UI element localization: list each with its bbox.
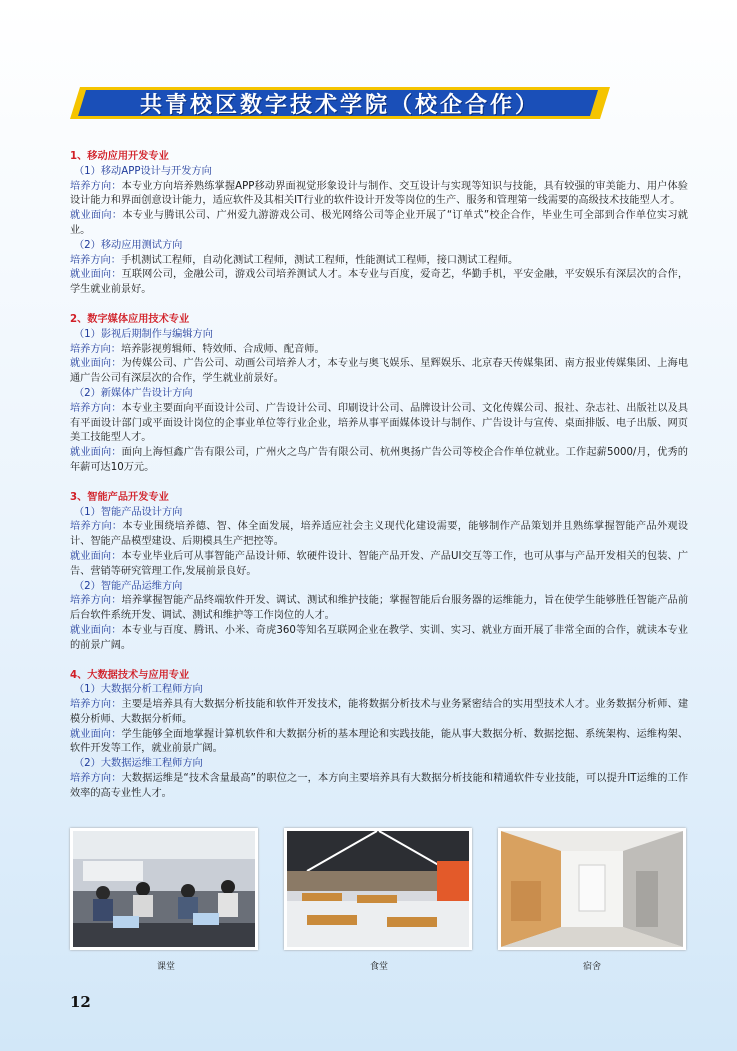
- page-number: 12: [70, 993, 91, 1011]
- para-text: 本专业主要面向平面设计公司、广告设计公司、印刷设计公司、品牌设计公司、文化传媒公司、报社、杂志社、出版社以及具有平面设计部门或平面设计岗位的企事业单位等行业企业，培养从事平面媒体设计与制作、广告设计与宣传、桌面排版、电子出版、网页美工技能型人才。: [70, 402, 689, 444]
- section-big-data: [70, 669, 688, 802]
- section-title: 2、数字媒体应用技术专业: [70, 313, 190, 325]
- sub-title: （1）移动APP设计与开发方向: [74, 165, 212, 177]
- para-text: 互联网公司，金融公司，游戏公司培养测试人才。本专业与百度，爱奇艺，华勤手机，平安金融，平安娱乐有深层次的合作，学生就业前景好。: [70, 269, 689, 296]
- dormitory-photo: [498, 828, 686, 950]
- section-mobile-app: [70, 150, 688, 298]
- section-title: 4、大数据技术与应用专业: [70, 669, 190, 681]
- para-label: 培养方向：: [70, 343, 121, 355]
- para-text: 培养掌握智能产品终端软件开发、调试、测试和维护技能；掌握智能后台服务器的运维能力，旨在使学生能够胜任智能产品前后台软件系统开发、调试、测试和维护等工作岗位的人才。: [70, 595, 689, 622]
- canteen-photo: [284, 828, 472, 950]
- sub-title: （1）影视后期制作与编辑方向: [74, 328, 213, 340]
- sub-title: （2）移动应用测试方向: [74, 239, 183, 251]
- para-text: 主要是培养具有大数据分析技能和软件开发技术，能将数据分析技术与业务紧密结合的实用型技术人才。业务数据分析师、建模分析师、大数据分析师。: [70, 699, 689, 725]
- para-text: 培养影视剪辑师、特效师、合成师、配音师。: [120, 343, 325, 355]
- para-label: 就业面向：: [70, 358, 122, 370]
- section-title: 3、智能产品开发专业: [70, 491, 169, 503]
- para-text: 大数据运维是“技术含量最高”的职位之一，本方向主要培养具有大数据分析技能和精通软件专业技能，可以提升IT运维的工作效率的高专业性人才。: [70, 773, 689, 799]
- classroom-photo: [70, 828, 258, 950]
- sub-title: （2）大数据运维工程师方向: [74, 758, 203, 770]
- section-title: 1、移动应用开发专业: [70, 151, 169, 162]
- sub-title: （2）新媒体广告设计方向: [74, 387, 193, 399]
- para-text: 本专业方向培养熟练掌握APP移动界面视觉形象设计与制作、交互设计与实现等知识与技能，具有较强的审美能力、用户体验设计能力和界面创意设计能力，适应软件及其相关IT行业的软件设计开发等岗位的生产、服务和管理第一线需要的高级技术技能型人才。: [70, 180, 688, 207]
- section-smart-product: [70, 491, 688, 654]
- para-label: 就业面向：: [70, 550, 122, 562]
- paragraph: [70, 357, 688, 387]
- sub-title: （1）大数据分析工程师方向: [74, 684, 203, 696]
- para-label: 就业面向：: [70, 210, 123, 222]
- para-label: 就业面向：: [70, 447, 122, 459]
- para-text: 本专业毕业后可从事智能产品设计师、软硬件设计、智能产品开发、产品UI交互等工作，也可从事与产品开发相关的包装、广告、营销等研究管理工作,发展前景良好。: [70, 550, 689, 577]
- photo-caption: 宿舍: [582, 962, 601, 972]
- header-banner: [70, 87, 610, 119]
- para-label: 培养方向：: [70, 699, 122, 711]
- para-label: 培养方向：: [70, 180, 122, 192]
- para-label: 培养方向：: [70, 595, 122, 607]
- para-text: 手机测试工程师，自动化测试工程师，测试工程师，性能测试工程师，接口测试工程师。: [120, 254, 519, 266]
- paragraph: [70, 402, 688, 446]
- paragraph: [70, 446, 688, 476]
- para-label: 培养方向：: [70, 773, 122, 785]
- para-label: 就业面向：: [70, 624, 122, 636]
- paragraph: [70, 698, 688, 728]
- page-title: 共青校区数字技术学院（校企合作）: [139, 92, 540, 118]
- photo-caption: 食堂: [369, 962, 388, 972]
- paragraph: [70, 772, 688, 802]
- para-label: 培养方向：: [70, 521, 123, 533]
- photo-strip: [70, 828, 682, 946]
- para-text: 本专业与腾讯公司、广州爱九游游戏公司、极光网络公司等企业开展了“订单式”校企合作，毕业生可全部到合作单位实习就业。: [70, 210, 688, 236]
- sub-title: （2）智能产品运维方向: [74, 580, 183, 592]
- para-text: 面向上海恒鑫广告有限公司，广州火之鸟广告有限公司、杭州奥扬广告公司等校企合作单位就业。工作起薪5000/月，优秀的年薪可达10万元。: [70, 447, 688, 473]
- para-label: 培养方向：: [70, 402, 122, 414]
- para-text: 本专业围绕培养德、智、体全面发展，培养适应社会主义现代化建设需要，能够制作产品策划并且熟练掌握智能产品外观设计、智能产品模型建设、后期模具生产把控等。: [70, 521, 689, 548]
- paragraph: [70, 343, 688, 358]
- sub-title: （1）智能产品设计方向: [74, 506, 183, 518]
- para-label: 就业面向：: [70, 728, 122, 740]
- main-content: [70, 150, 688, 817]
- para-text: 本专业与百度、腾讯、小米、奇虎360等知名互联网企业在教学、实训、实习、就业方面开展了非常全面的合作，就读本专业的前景广阔。: [70, 624, 688, 651]
- paragraph: [70, 268, 688, 298]
- paragraph: [70, 624, 688, 654]
- section-digital-media: [70, 313, 688, 476]
- para-label: 就业面向：: [70, 269, 122, 281]
- paragraph: [70, 209, 688, 239]
- paragraph: [70, 254, 688, 269]
- photo-caption: 课堂: [156, 962, 175, 972]
- para-text: 学生能够全面地掌握计算机软件和大数据分析的基本理论和实践技能，能从事大数据分析、数据挖掘、系统架构、运维构架、软件开发等工作，就业前景广阔。: [70, 728, 689, 755]
- paragraph: [70, 728, 688, 758]
- para-label: 培养方向：: [70, 254, 121, 266]
- paragraph: [70, 180, 688, 210]
- para-text: 为传媒公司、广告公司、动画公司培养人才，本专业与奥飞娱乐、星辉娱乐、北京春天传媒集团、南方报业传媒集团、上海电通广告公司有深层次的合作，学生就业前景好。: [70, 358, 689, 385]
- paragraph: [70, 550, 688, 580]
- paragraph: [70, 594, 688, 624]
- paragraph: [70, 520, 688, 550]
